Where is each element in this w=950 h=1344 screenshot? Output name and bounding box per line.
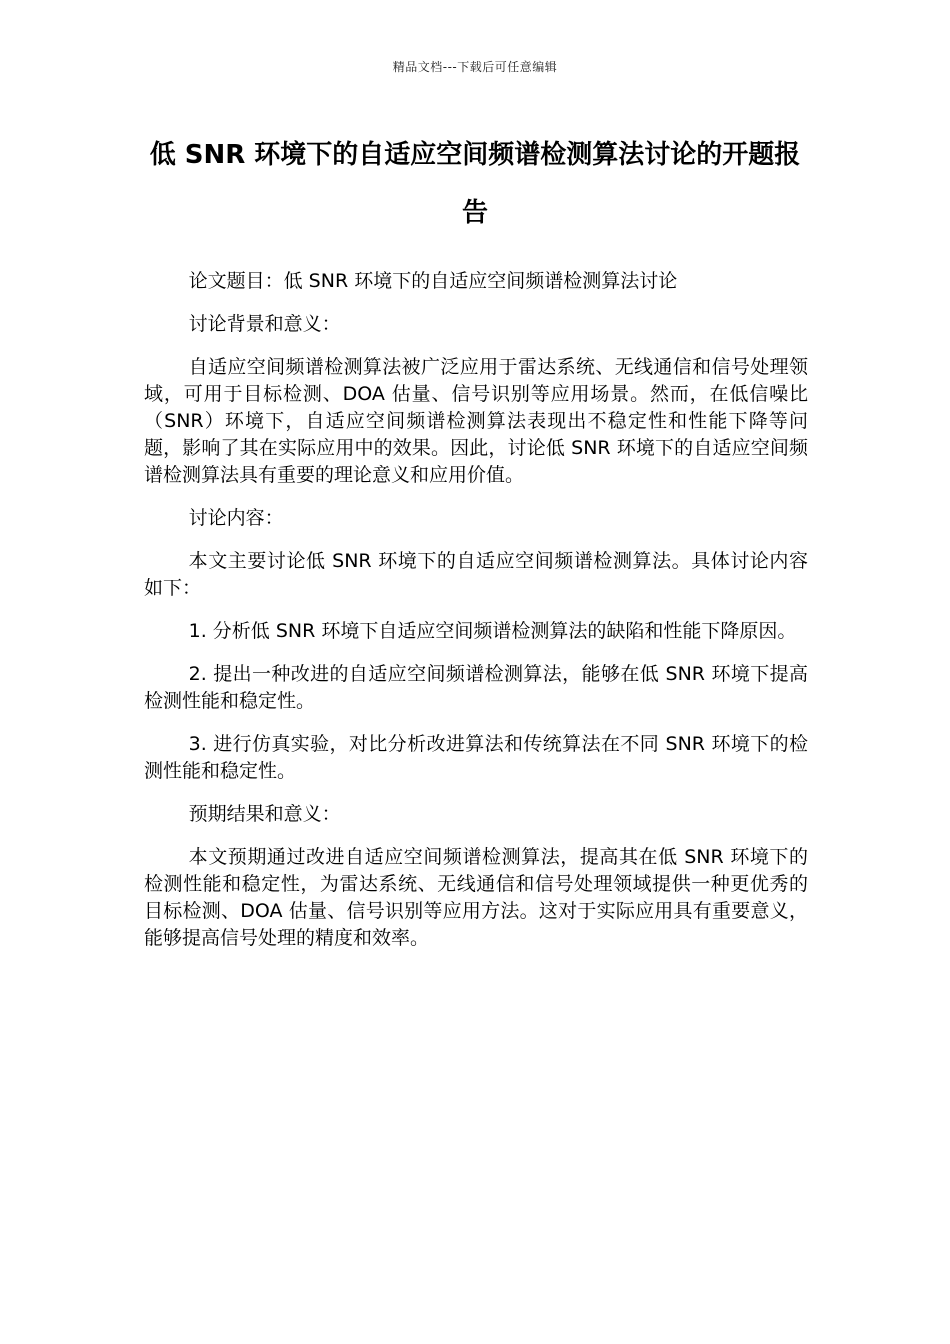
paragraph-thesis-topic: 论文题目：低 SNR 环境下的自适应空间频谱检测算法讨论: [188, 270, 678, 292]
paragraph-background: 自适应空间频谱检测算法被广泛应用于雷达系统、无线通信和信号处理领域，可用于目标检测、DOA 估量、信号识别等应用场景。然而，在低信噪比（SNR）环境下，自适应空间频谱检测算法表现出不稳定性和性能下降等问题，影响了其在实际应用中的效果。因此，讨论低 SNR 环境下的自适应空间频谱检测算法具有重要的理论意义和应用价值。: [144, 356, 808, 486]
document-body: [144, 268, 808, 968]
heading-background: 讨论背景和意义：: [188, 313, 341, 335]
paragraph-expected-results: 本文预期通过改进自适应空间频谱检测算法，提高其在低 SNR 环境下的检测性能和稳定性，为雷达系统、无线通信和信号处理领域提供一种更优秀的目标检测、DOA 估量、信号识别等应用方法。这对于实际应用具有重要意义，能够提高信号处理的精度和效率。: [144, 846, 808, 949]
paragraph-content-intro: 本文主要讨论低 SNR 环境下的自适应空间频谱检测算法。具体讨论内容如下：: [144, 550, 808, 599]
list-item-3: 3. 进行仿真实验，对比分析改进算法和传统算法在不同 SNR 环境下的检测性能和稳定性。: [144, 733, 808, 782]
list-item-1: 1. 分析低 SNR 环境下自适应空间频谱检测算法的缺陷和性能下降原因。: [188, 620, 797, 642]
header-note: 精品文档---下载后可任意编辑: [392, 60, 558, 74]
heading-content: 讨论内容：: [188, 507, 284, 529]
document-title: 低 SNR 环境下的自适应空间频谱检测算法讨论的开题报告: [149, 140, 801, 228]
list-item-2: 2. 提出一种改进的自适应空间频谱检测算法，能够在低 SNR 环境下提高检测性能和稳定性。: [144, 663, 808, 712]
heading-expected-results: 预期结果和意义：: [188, 803, 341, 825]
